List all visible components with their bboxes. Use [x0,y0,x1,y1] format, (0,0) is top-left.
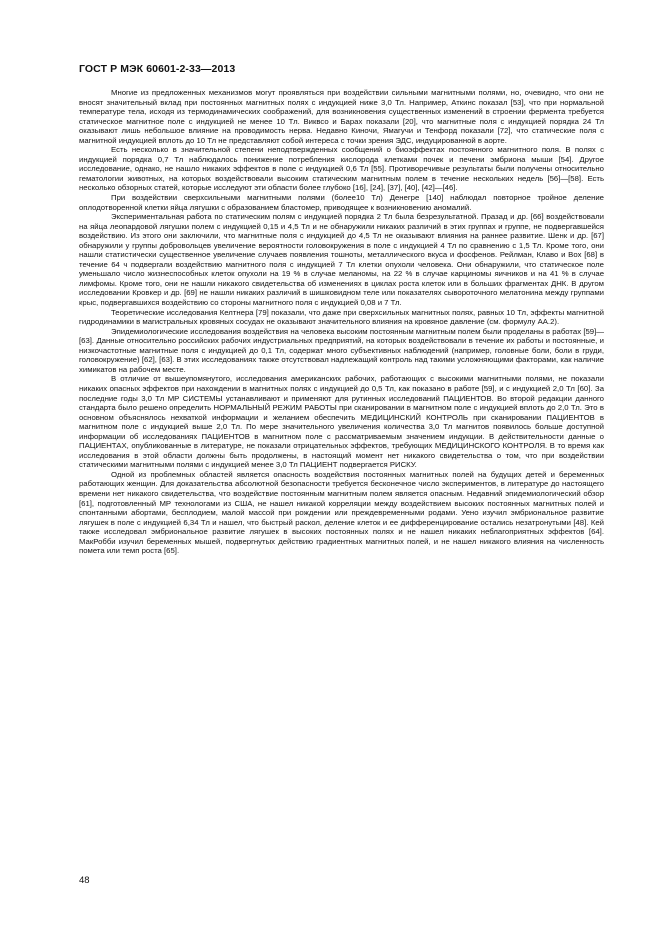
paragraph-pregnancy-risk: Одной из проблемных областей является опасность воздействия постоянных магнитных полей на будущих детей и беременных работающих женщин. Для доказательства абсолютной безопасности требуется бесконечное число экспериментов, в литературе до настоящего времени нет никакого свидетельства, что воздействие постоянным магнитным полем является опасным. Недавний эпидемиологический обзор [61], подготовленный МР технологами из США, не нашел никакой корреляции между воздействием высоких постоянных магнитных полей и спонтанными абортами, бесплодием, малой массой при рождении или преждевременными родами. Уено изучил эмбриональное развитие лягушек в поле с индукцией 6,34 Тл и нашел, что быстрый раскол, деление клеток и ее дифференцирование остались незатронутыми [48]. Кей также исследовал эмбриональное развитие лягушек в высоких постоянных полях и не нашел никаких неблагоприятных эффектов [64]. МакРобби изучил беременных мышей, подвергнутых действию градиентных магнитных полей, и не нашел никакого влияния на численность помета или темп роста [65]. [79,469,604,556]
paragraph-mechanisms: Многие из предложенных механизмов могут проявляться при воздействии сильными магнитными полями, но, очевидно, что они не вносят значительный вклад при постоянных магнитных полях с индукцией ниже 3,0 Тл. Например, Аткинс показал [53], что при нормальной температуре тела, исходя из термодинамических соображений, для возникновения существенных изменений в строении фермента требуется статическое магнитное поле с индукцией не менее 10 Тл. Виквсо и Барах показали [20], что магнитные поля с индукцией порядка 24 Тл оказывают лишь небольшое влияние на проводимость нерва. Недавно Киночи, Ямагучи и Тенфорд показали [72], что статические поля с магнитной индукцией вплоть до 10 Тл не представляют собой интереса с точки зрения ЭДС, индуцированной в аорте. [79,88,604,145]
paragraph-unconfirmed-reports: Есть несколько в значительной степени неподтвержденных сообщений о биоэффектах постоянного магнитного поля. В полях с индукцией порядка 0,7 Тл наблюдалось понижение потребления кислорода клетками почек и печени эмбриона мыши [54]. Другое исследование, однако, не нашло никаких эффектов в поле с индукцией 0,6 Тл [55]. Противоречивые результаты были получены относительно гематологии животных, на которых воздействовали высоким статическим магнитным полем в течение нескольких недель [56]—[58]. Есть несколько обзорных статей, которые исследуют эти области более глубоко [16], [24], [37], [40], [42]—[46]. [79,145,604,193]
paragraph-theoretical-studies: Теоретические исследования Келтнера [79] показали, что даже при сверхсильных магнитных полях, равных 10 Тл, эффекты магнитной гидродинамики в магистральных кровяных сосудах не оказывают значительного влияния на кровяное давление (см. формулу АА.2). [79,307,604,327]
paragraph-epidemiological-studies: Эпидемиологические исследования воздействия на человека высоким постоянным магнитным полем были проделаны в работах [59]—[63]. Данные относительно российских рабочих индустриальных предприятий, на которых воздействовали в течение их работы и постоянные, и низкочастотные магнитные поля с индукцией до 0,1 Тл, содержат много субъективных наблюдений (например, головные боли, боли в груди, головокружение) [62], [63]. В этих исследованиях также отсутствовал надлежащий контроль над такими усложняющими факторами, как наличие химикатов на рабочем месте. [79,326,604,374]
paragraph-superstrong-fields: При воздействии сверхсильными магнитными полями (более10 Тл) Денегре [140] наблюдал повторное тройное деление оплодотворенной клетки яйца лягушки с образованием бластомер, приводящее к возникновению аномалий. [79,193,604,212]
document-header: ГОСТ Р МЭК 60601-2-33—2013 [79,63,236,75]
paragraph-american-workers: В отличие от вышеупомянутого, исследования американских рабочих, работающих с высокими магнитными полями, не показали никаких опасных эффектов при нахождении в магнитных полях с индукцией до 0,5 Тл, как показано в работе [59], и с индукцией 2,0 Тл [60]. За последние годы 3,0 Тл МР СИСТЕМЫ устанавливают и применяют для рутинных исследований ПАЦИЕНТОВ. Во второй редакции данного стандарта было решено определить НОРМАЛЬНЫЙ РЕЖИМ РАБОТЫ при сканировании в магнитном поле с индукцией вплоть до 2,0 Тл. Это в основном объяснялось нехваткой информации и желанием обеспечить МЕДИЦИНСКИЙ КОНТРОЛЬ при сканировании ПАЦИЕНТОВ в магнитном поле с индукцией выше 2,0 Тл. По мере значительного увеличения количества 3,0 Тл магнитов появилось больше доступной информации об исследованиях ПАЦИЕНТОВ в магнитном поле с рассматриваемым значением индукции. В действительности данные о ПАЦИЕНТАХ, опубликованные в литературе, не показали отрицательных эффектов, требующих МЕДИЦИНСКОГО КОНТРОЛЯ. В то время как исследования в этой области должны быть продолжены, в настоящий момент нет никакого свидетельства о том, что при воздействии статическими магнитными полями с индукцией менее 3,0 Тл ПАЦИЕНТ подвергается РИСКУ. [79,374,604,470]
page-number: 48 [79,875,90,886]
paragraph-experimental-work: Экспериментальная работа по статическим полям с индукцией порядка 2 Тл была безрезультатной. Празад и др. [66] воздействовали на яйца леопардовой лягушки полем с индукцией 0,15 и 4,5 Тл и не обнаружили никаких различий в этих группах и группе, не подвергавшейся воздействию. Из этого они заключили, что магнитные поля с индукцией до 4,5 Тл не оказывают влияния на раннее развитие. Шенк и др. [67] обнаружили у группы добровольцев увеличение вероятности головокружения в поле с индукцией 4 Тл по сравнению с 1,5 Тл. Кроме того, они нашли статистически существенное увеличение случаев появления тошноты, металлического вкуса и фосфенов. Рейлман, Клаво и Вох [68] в течение 64 ч подвергали воздействию магнитного поля с индукцией 7 Тл клетки опухоли человека. Они обнаружили, что статическое поле уменьшало число жизнеспособных клеток опухоли на 19 % в случае меланомы, на 22 % в случае карциномы яичников и на 41 % в случае лимфомы. Кроме того, они не нашли никакого свидетельства об изменениях в циклах роста клеток или в больших фрагментах ДНК. В другом исследовании Кровкер и др. [69] не нашли никаких различий в шишковидном теле или показателях сывороточного мелатонина между группами крыс, подвергавшихся воздействию со стороны магнитного поля с индукцией 0,08 и 7 Тл. [79,212,604,308]
document-body [79,88,604,556]
